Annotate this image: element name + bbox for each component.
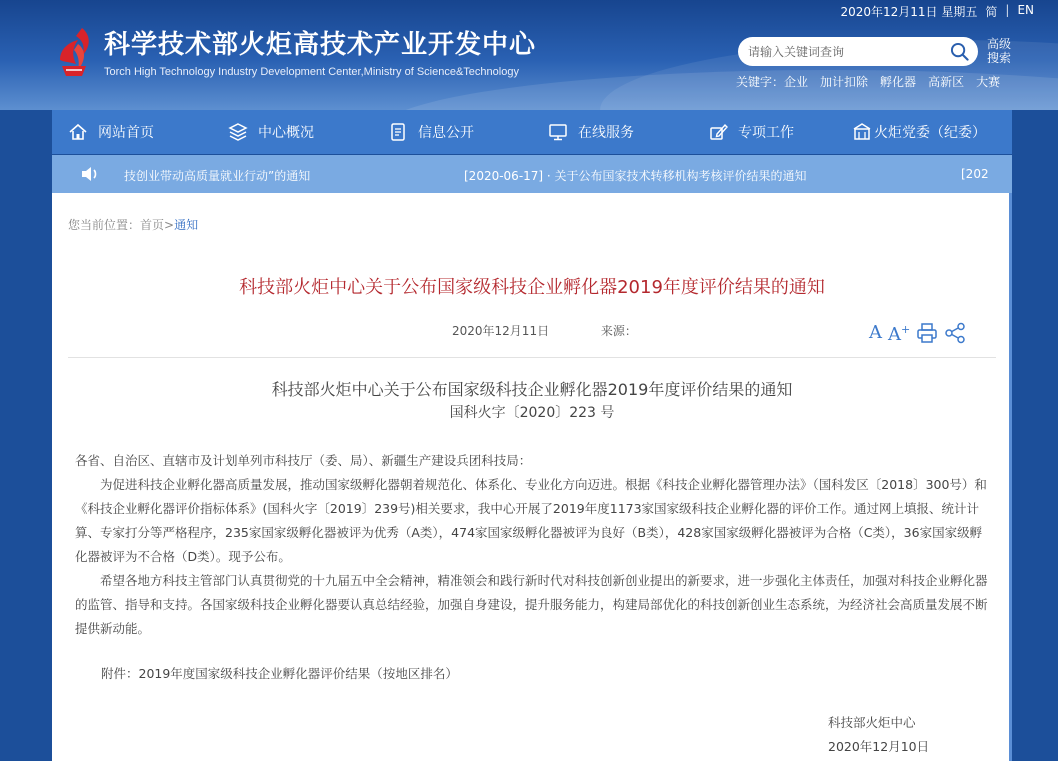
advanced-search-link[interactable]: 高级搜索 bbox=[987, 37, 1012, 65]
nav-item-home[interactable] bbox=[68, 110, 154, 154]
article-tools bbox=[869, 319, 966, 346]
article-title: 科技部火炬中心关于公布国家级科技企业孵化器2019年度评价结果的通知 bbox=[239, 277, 825, 298]
keyword-link[interactable]: 孵化器 bbox=[880, 75, 917, 89]
lang-english-link[interactable]: EN bbox=[1017, 3, 1034, 17]
layers-icon bbox=[228, 122, 248, 142]
breadcrumb-separator: > bbox=[164, 218, 175, 232]
print-icon[interactable] bbox=[916, 322, 938, 344]
document-heading: 科技部火炬中心关于公布国家级科技企业孵化器2019年度评价结果的通知 bbox=[271, 380, 793, 399]
hot-keywords bbox=[736, 73, 1000, 90]
share-icon[interactable] bbox=[944, 322, 966, 344]
nav-item-label: 专项工作 bbox=[738, 125, 794, 141]
signature-org: 科技部火炬中心 bbox=[828, 715, 916, 730]
building-icon bbox=[852, 122, 872, 142]
keyword-link[interactable]: 大赛 bbox=[976, 75, 1001, 89]
font-decrease-button[interactable] bbox=[869, 322, 882, 344]
breadcrumb-label: 您当前位置： bbox=[68, 218, 141, 232]
home-icon bbox=[68, 122, 88, 142]
keyword-link[interactable]: 企业 bbox=[784, 75, 809, 89]
document-number: 国科火字〔2020〕223 号 bbox=[449, 405, 615, 421]
monitor-icon bbox=[548, 122, 568, 142]
salutation: 各省、自治区、直辖市及计划单列市科技厅（委、局）、新疆生产建设兵团科技局： bbox=[75, 453, 532, 468]
article-panel bbox=[52, 193, 1012, 761]
lang-separator: | bbox=[1005, 3, 1010, 17]
speaker-icon bbox=[80, 165, 100, 183]
site-subtitle: Torch High Technology Industry Development Center,Ministry of Science&Technology bbox=[104, 66, 519, 78]
search-icon[interactable] bbox=[950, 42, 969, 61]
nav-item-party-committee[interactable] bbox=[852, 110, 986, 154]
divider bbox=[68, 357, 996, 358]
keyword-link[interactable]: 加计扣除 bbox=[820, 75, 869, 89]
nav-item-label: 中心概况 bbox=[258, 125, 314, 141]
torch-logo-icon[interactable] bbox=[52, 26, 98, 78]
ticker-link[interactable]: [202 bbox=[961, 167, 989, 181]
lang-simplified-link[interactable]: 简 bbox=[985, 5, 998, 19]
nav-item-label: 网站首页 bbox=[98, 125, 154, 141]
nav-item-special-work[interactable] bbox=[708, 110, 794, 154]
breadcrumb-home-link[interactable]: 首页 bbox=[140, 218, 165, 232]
nav-item-overview[interactable] bbox=[228, 110, 314, 154]
news-ticker bbox=[52, 155, 1012, 193]
source-label: 来源： bbox=[600, 324, 637, 338]
document-icon bbox=[388, 122, 408, 142]
font-increase-plus: + bbox=[901, 323, 911, 336]
site-title[interactable]: 科学技术部火炬高技术产业开发中心 bbox=[104, 30, 537, 60]
body-paragraph: 为促进科技企业孵化器高质量发展，推动国家级孵化器朝着规范化、体系化、专业化方向迈进。根据《科技企业孵化器管理办法》（国科发区〔2018〕300号）和《科技企业孵化器评价指标体系》(国科火字〔2019〕239号)相关要求，我中心开展了2019年度1173家国家级科技企业孵化器的评价工作。通过网上填报、统计计算、专家打分等严格程序，235家国家级孵化器被评为优秀（A类），474家国家级孵化器被评为良好（B类），428家国家级孵化器被评为合格（C类），36家国家级孵化器被评为不合格（D类）。现予公布。 bbox=[75, 477, 987, 564]
search-input[interactable] bbox=[748, 45, 938, 59]
keywords-label: 关键字： bbox=[736, 75, 785, 89]
body-paragraph: 希望各地方科技主管部门认真贯彻党的十九届五中全会精神，精准领会和践行新时代对科技创新创业提出的新要求，进一步强化主体责任，加强对科技企业孵化器的监管、指导和支持。各国家级科技企业孵化器要认真总结经验，加强自身建设，提升服务能力，构建局部优化的科技创新创业生态系统，为经济社会高质量发展不断提供新动能。 bbox=[75, 573, 988, 636]
search-box bbox=[738, 37, 978, 66]
attachment-link[interactable]: 附件：2019年度国家级科技企业孵化器评价结果（按地区排名） bbox=[101, 666, 458, 681]
ticker-link[interactable]: 技创业带动高质量就业行动”的通知 bbox=[124, 169, 311, 183]
main-nav bbox=[52, 110, 1012, 154]
keyword-link[interactable]: 高新区 bbox=[928, 75, 965, 89]
font-increase-button[interactable] bbox=[888, 319, 910, 346]
nav-item-label: 在线服务 bbox=[578, 125, 634, 141]
nav-item-label: 火炬党委（纪委） bbox=[874, 125, 986, 141]
signature-date: 2020年12月10日 bbox=[828, 739, 930, 754]
nav-item-label: 信息公开 bbox=[418, 125, 474, 141]
breadcrumb bbox=[68, 216, 198, 233]
font-decrease-label: A bbox=[869, 321, 882, 343]
font-increase-label: A bbox=[888, 324, 901, 345]
breadcrumb-current-link[interactable]: 通知 bbox=[174, 218, 199, 232]
article-body bbox=[75, 449, 989, 641]
ticker-link[interactable]: [2020-06-17] · 关于公布国家技术转移机构考核评价结果的通知 bbox=[464, 169, 807, 183]
top-bar bbox=[840, 3, 1034, 20]
publish-date: 2020年12月11日 bbox=[452, 324, 550, 338]
current-date: 2020年12月11日 星期五 bbox=[840, 5, 978, 19]
nav-item-online-service[interactable] bbox=[548, 110, 634, 154]
nav-item-disclosure[interactable] bbox=[388, 110, 474, 154]
article-meta bbox=[452, 322, 637, 339]
edit-icon bbox=[708, 122, 728, 142]
